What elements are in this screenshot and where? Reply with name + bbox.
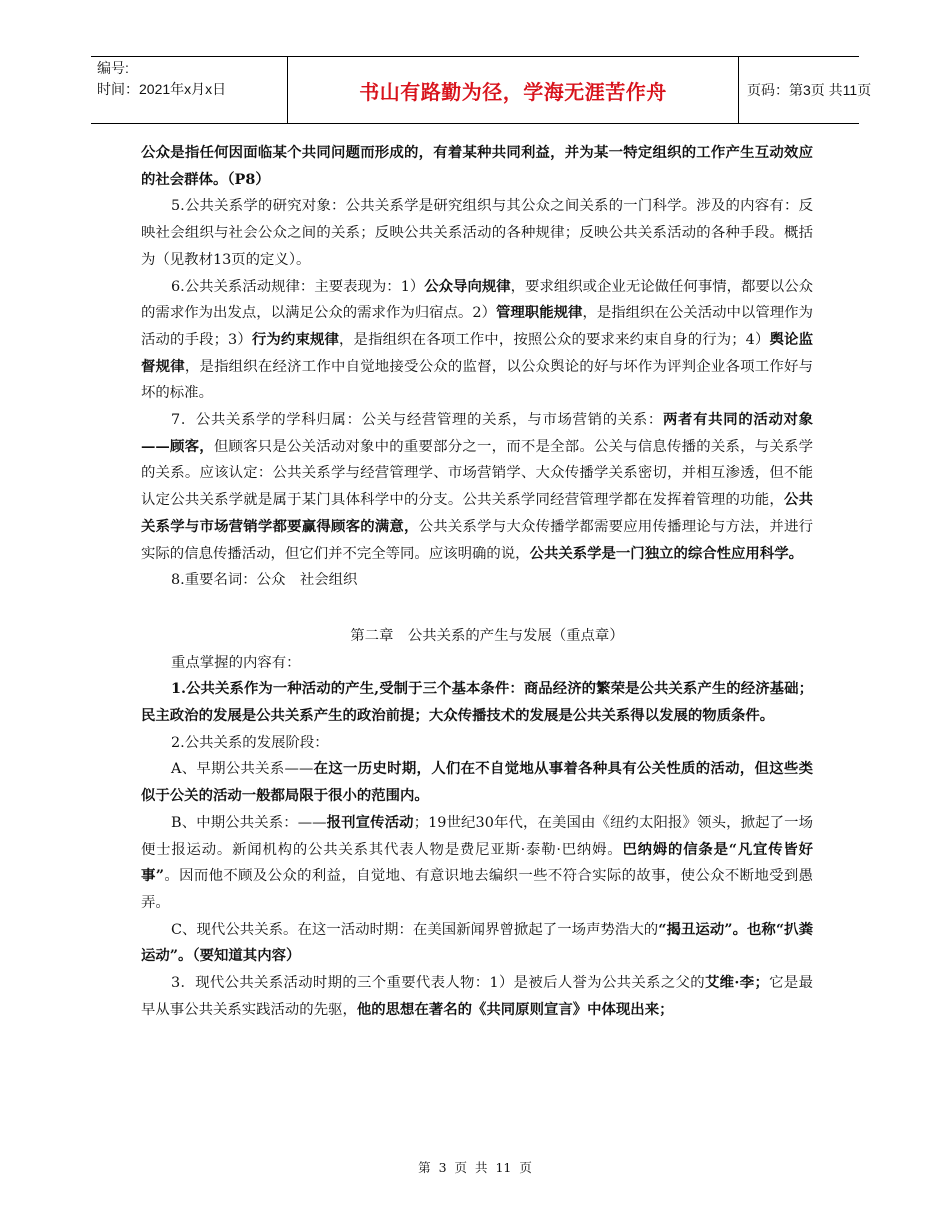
bold-text: 艾维·李； bbox=[704, 974, 769, 992]
page-footer: 第 3 页 共 11 页 bbox=[418, 1160, 532, 1175]
text-run: 它是最早从事公共关系实践活动的先驱， bbox=[141, 975, 813, 1018]
text-run: 但顾客只是公关活动对象中的重要部分之一，而不是全部。公关与信息传播的关系，与关系学的关系。应该认定：公共关系学与经营管理学、市场营销学、大众传播学关系密切，并相互渗透，但不能认定公共关系学就是属于某门具体科学中的分支。公共关系学同经营管理学都在发挥着管理的功能， bbox=[141, 438, 813, 509]
bold-text: 他的思想在著名的《共同原则宣言》中体现出来； bbox=[356, 1000, 674, 1018]
text-run: A、早期公共关系—— bbox=[171, 761, 314, 778]
bold-text: 公共关系学与市场营销学都要赢得顾客的满意， bbox=[141, 491, 813, 535]
bold-text: 公众是指任何因面临某个共同问题而形成的，有着某种共同利益，并为某一特定组织的工作产生互动效应的社会群体。（P8） bbox=[141, 144, 813, 188]
bold-text: 公众导向规律 bbox=[424, 277, 511, 295]
text-run: ；19世纪30年代，在美国由《纽约太阳报》领头，掀起了一场便士报运动。新闻机构的公共关系其代表人物是费尼亚斯·泰勒·巴纳姆。 bbox=[141, 814, 813, 858]
text-run: 3．现代公共关系活动时期的三个重要代表人物：1）是被后人誉为公共关系之父的 bbox=[171, 975, 705, 992]
bold-text: 在这一历史时期，人们在不自觉地从事着各种具有公关性质的活动，但这些类似于公关的活动一般都局限于很小的范围内。 bbox=[141, 760, 813, 805]
text-run: 公共关系学与大众传播学都需要应用传播理论与方法，并进行实际的信息传播活动，但它们并不完全等同。应该明确的说， bbox=[141, 518, 813, 562]
text-run: 6.公共关系活动规律：主要表现为：1） bbox=[171, 278, 425, 295]
bold-text: 报刊宣传活动 bbox=[326, 813, 414, 831]
bold-text: 两者有共同的活动对象——顾客， bbox=[141, 411, 813, 455]
bold-text: 管理职能规律 bbox=[495, 304, 583, 322]
header-motto: 书山有路勤为径，学海无涯苦作舟 bbox=[359, 79, 667, 104]
paragraph-activity-rules bbox=[141, 274, 813, 408]
chapter-title: 第二章 公共关系的产生与发展（重点章） bbox=[350, 627, 624, 644]
document-date: 时间：2021年x月x日 bbox=[97, 81, 227, 97]
text-run: ，是指组织在经济工作中自觉地接受公众的监督，以公众舆论的好与坏作为评判企业各项工作好与坏的标准。 bbox=[141, 358, 813, 402]
spacer bbox=[141, 594, 813, 623]
text-run: 。因而他不顾及公众的利益，自觉地、有意识地去编织一些不符合实际的故事，使公众不断地受到愚弄。 bbox=[141, 868, 813, 911]
paragraph-early-pr bbox=[141, 756, 813, 809]
text-run: C、现代公共关系。在这一活动时期：在美国新闻界曾掀起了一场声势浩大的 bbox=[171, 921, 659, 938]
bold-text: 舆论监督规律 bbox=[141, 330, 813, 375]
paragraph-discipline bbox=[141, 407, 813, 567]
paragraph-key-terms: 8.重要名词：公众 社会组织 bbox=[171, 572, 358, 589]
page-header bbox=[91, 56, 872, 124]
paragraph-stages: 2.公共关系的发展阶段： bbox=[171, 734, 329, 751]
paragraph-middle-pr bbox=[141, 810, 813, 917]
header-motto-cell bbox=[287, 57, 739, 123]
text-run: ，要求组织或企业无论做任何事情，都要以公众的需求作为出发点，以满足公众的需求作为归宿点。2） bbox=[141, 278, 813, 322]
bold-text: 行为约束规律 bbox=[251, 330, 340, 348]
paragraph-public-definition bbox=[141, 140, 813, 193]
document-body bbox=[141, 140, 813, 1024]
document-number-label: 编号: bbox=[97, 60, 129, 76]
bold-text: 公共关系学是一门独立的综合性应用科学。 bbox=[529, 544, 803, 562]
text-run: ，是指组织在公关活动中以管理作为活动的手段；3） bbox=[141, 305, 813, 348]
bold-text: “揭丑运动”。也称“扒粪运动”。（要知道其内容） bbox=[141, 920, 813, 965]
text-run: B、中期公共关系：—— bbox=[171, 814, 327, 831]
header-meta bbox=[91, 57, 287, 123]
paragraph-key-content: 重点掌握的内容有： bbox=[171, 654, 301, 671]
paragraph-representatives bbox=[141, 970, 813, 1023]
paragraph-research-object: 5.公共关系学的研究对象：公共关系学是研究组织与其公众之间关系的一门科学。涉及的内容有：反映社会组织与社会公众之间的关系；反映公共关系活动的各种规律；反映公共关系活动的各种手段。概括为（见教材13页的定义）。 bbox=[141, 198, 813, 268]
paragraph-modern-pr bbox=[141, 917, 813, 970]
paragraph-three-conditions bbox=[141, 676, 813, 729]
text-run: 7．公共关系学的学科归属：公关与经营管理的关系，与市场营销的关系： bbox=[171, 412, 663, 429]
text-run: ，是指组织在各项工作中，按照公众的要求来约束自身的行为；4） bbox=[339, 331, 770, 348]
bold-text: 1.公共关系作为一种活动的产生,受制于三个基本条件：商品经济的繁荣是公共关系产生的经济基础；民主政治的发展是公共关系产生的政治前提；大众传播技术的发展是公共关系得以发展的物质条件。 bbox=[141, 680, 813, 725]
header-page-info: 页码：第3页 共11页 bbox=[747, 82, 872, 98]
bold-text: 巴纳姆的信条是“凡宜传皆好事” bbox=[141, 840, 814, 885]
